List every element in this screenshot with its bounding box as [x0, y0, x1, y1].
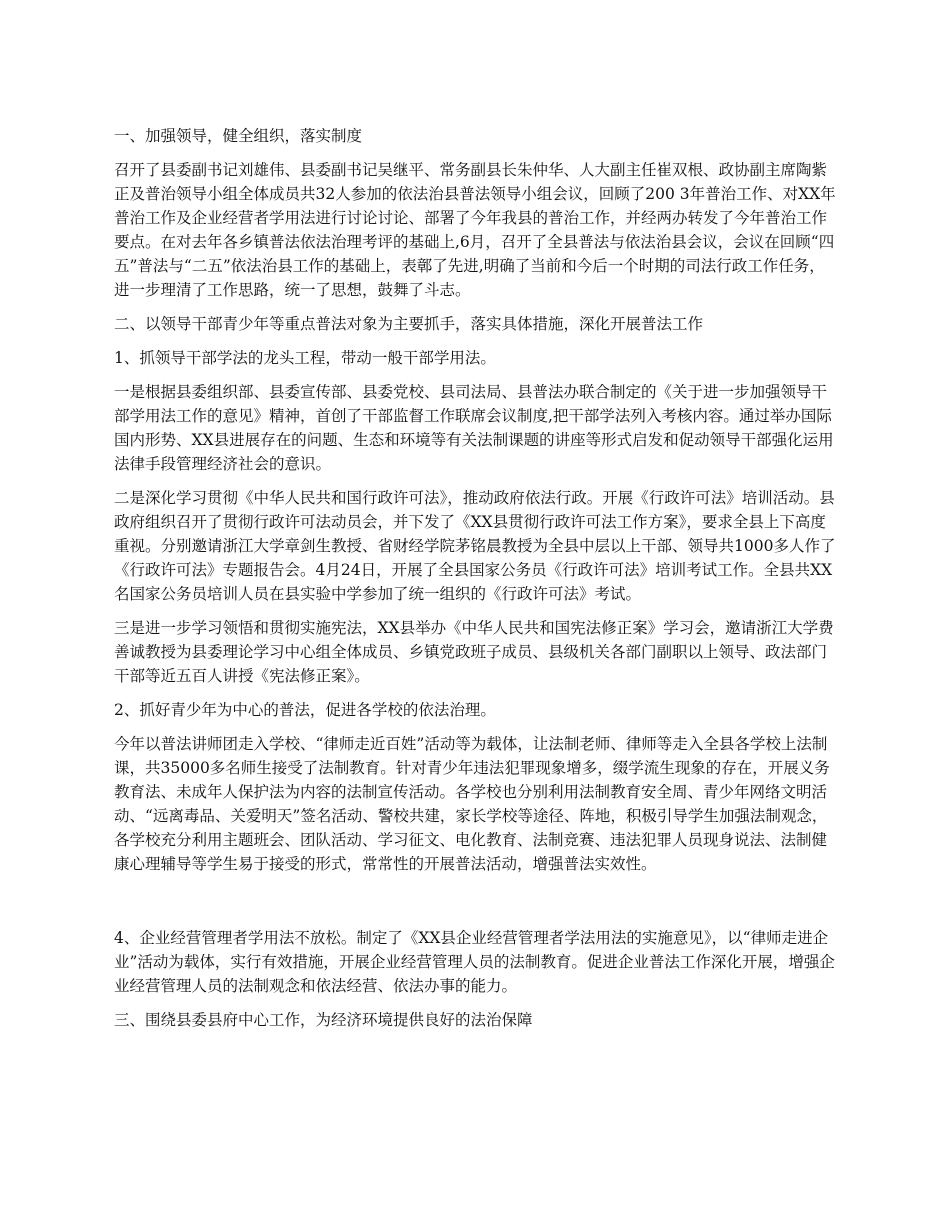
paragraph-gap: [114, 886, 836, 926]
section-heading-1: 一、加强领导，健全组织，落实制度: [114, 127, 363, 145]
paragraph-enterprise: 4、企业经营管理者学用法不放松。制定了《XX县企业经营管理者学法用法的实施意见》，以“律师走进企业”活动为载体，实行有效措施，开展企业经营管理人员的法制教育。促进企业普法工作深化开展，增强企业经营管理人员的法制观念和依法经营、依法办事的能力。: [114, 929, 835, 995]
section-heading-2: 二、以领导干部青少年等重点普法对象为主要抓手，落实具体措施，深化开展普法工作: [114, 315, 704, 333]
document-body: [114, 124, 836, 1042]
paragraph-point-one: 一是根据县委组织部、县委宣传部、县委党校、县司法局、县普法办联合制定的《关于进一步加强领导干部学用法工作的意见》精神，首创了干部监督工作联席会议制度,把干部学法列入考核内容。通过举办国际国内形势、XX县进展存在的问题、生态和环境等有关法制课题的讲座等形式启发和促动领导干部强化运用法律手段管理经济社会的意识。: [114, 383, 834, 473]
paragraph-point-three: 三是进一步学习领悟和贯彻实施宪法，XX县举办《中华人民共和国宪法修正案》学习会，邀请浙江大学费善诚教授为县委理论学习中心组全体成员、乡镇党政班子成员、县级机关各部门副职以上领导、政法部门干部等近五百人讲授《宪法修正案》。: [114, 619, 834, 685]
paragraph-point-two: 二是深化学习贯彻《中华人民共和国行政许可法》，推动政府依法行政。开展《行政许可法》培训活动。县政府组织召开了贯彻行政许可法动员会，并下发了《XX县贯彻行政许可法工作方案》，要求全县上下高度重视。分别邀请浙江大学章剑生教授、省财经学院茅铭晨教授为全县中层以上干部、领导共1000多人作了《行政许可法》专题报告会。4月24日，开展了全县国家公务员《行政许可法》培训考试工作。全县共XX名国家公务员培训人员在县实验中学参加了统一组织的《行政许可法》考试。: [114, 489, 836, 603]
paragraph-youth: 今年以普法讲师团走入学校、“律师走近百姓”活动等为载体，让法制老师、律师等走入全县各学校上法制课，共35000多名师生接受了法制教育。针对青少年违法犯罪现象增多，缀学流生现象的存在，开展义务教育法、未成年人保护法为内容的法制宣传活动。各学校也分别利用法制教育安全周、青少年网络文明活动、“远离毒品、关爱明天”签名活动、警校共建，家长学校等途径、阵地，积极引导学生加强法制观念，各学校充分利用主题班会、团队活动、学习征文、电化教育、法制竞赛、违法犯罪人员现身说法、法制健康心理辅导等学生易于接受的形式，常常性的开展普法活动，增强普法实效性。: [114, 735, 830, 873]
paragraph-meeting: 召开了县委副书记刘雄伟、县委副书记吴继平、常务副县长朱仲华、人大副主任崔双根、政协副主席陶紫正及普治领导小组全体成员共32人参加的依法治县普法领导小组会议，回顾了200 3年普治工作、对XX年普治工作及企业经营者学用法进行讨论讨论、部署了今年我县的普治工作，并经两办转发了今年普治工作要点。在对去年各乡镇普法依法治理考评的基础上,6月，召开了全县普法与依法治县会议，会议在回顾“四五”普法与“二五”依法治县工作的基础上，表鄣了先进,明确了当前和今后一个时期的司法行政工作任务，进一步理清了工作思路，统一了思想，鼓舞了斗志。: [114, 161, 836, 299]
subheading-2: 2、抓好青少年为中心的普法，促进各学校的依法治理。: [114, 701, 496, 719]
subheading-1: 1、抓领导干部学法的龙头工程，带动一般干部学用法。: [114, 349, 496, 367]
section-heading-3: 三、围绕县委县府中心工作，为经济环境提供良好的法治保障: [114, 1011, 533, 1029]
